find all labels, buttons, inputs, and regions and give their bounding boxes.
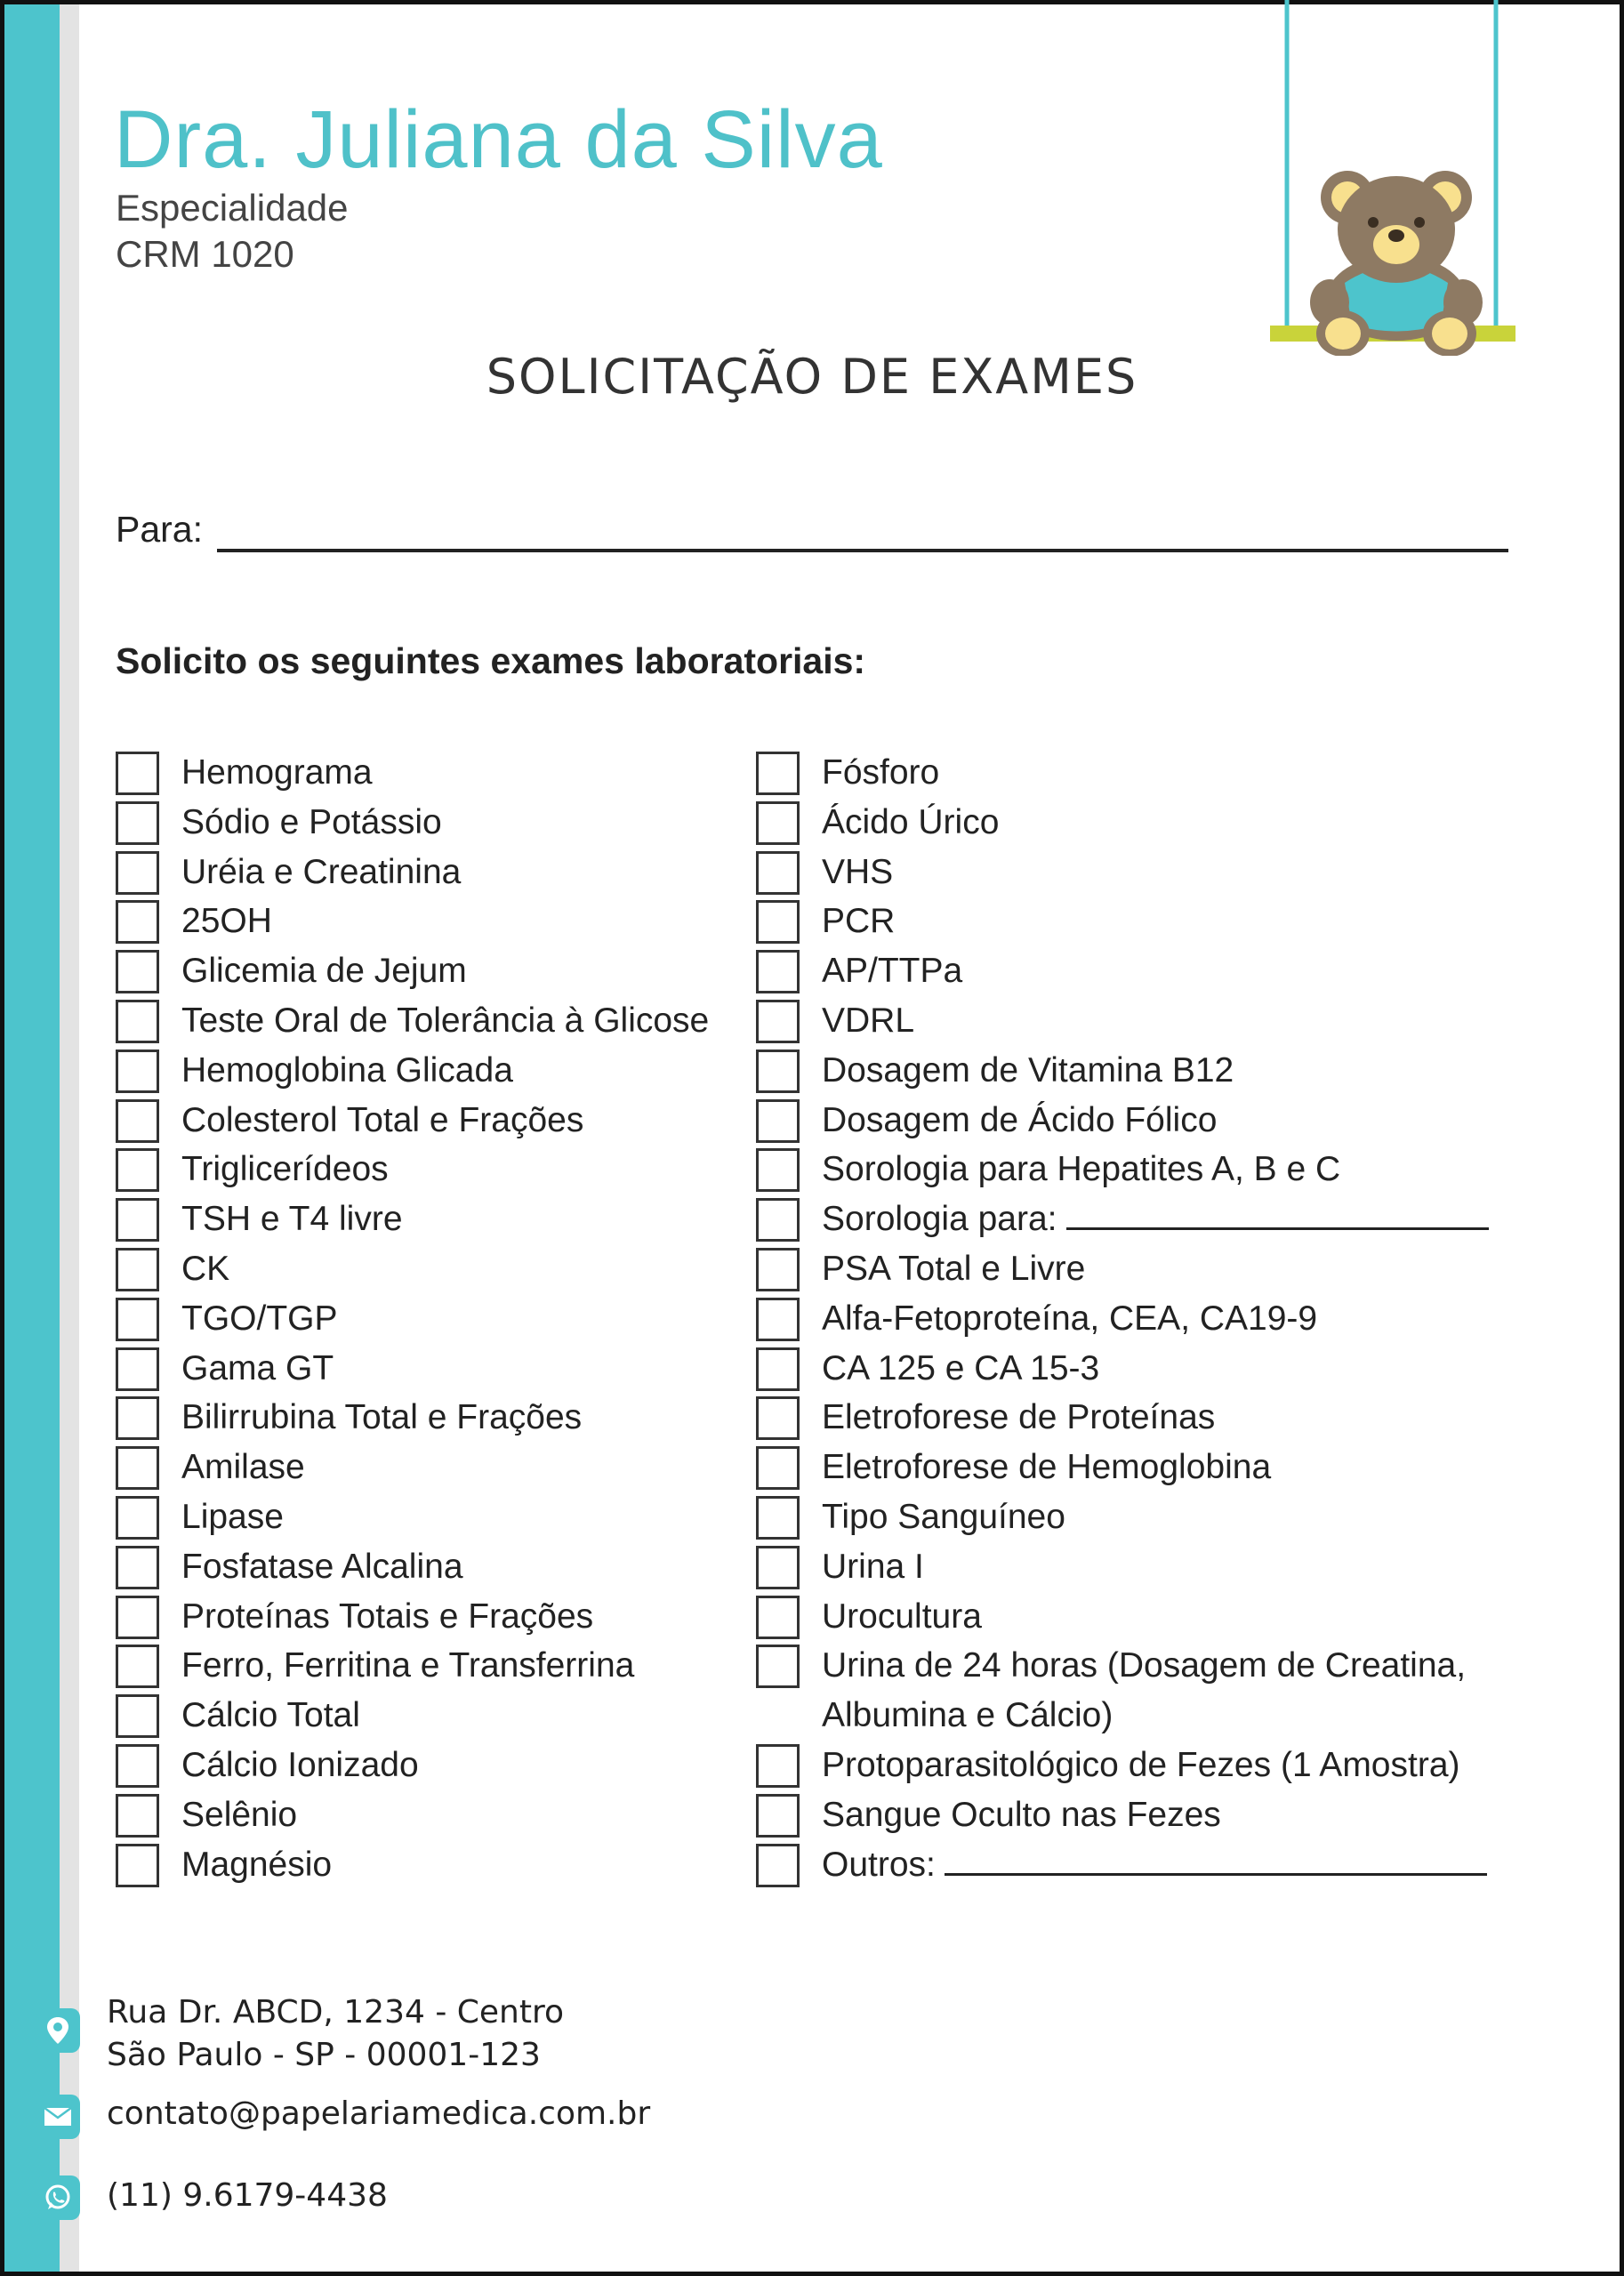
exam-checkbox[interactable]	[756, 851, 800, 895]
accent-side-bar	[4, 4, 60, 2272]
exam-label: Amilase	[181, 1448, 305, 1487]
exam-checkbox[interactable]	[116, 1000, 159, 1043]
exam-label: CK	[181, 1249, 230, 1288]
exam-label: Tipo Sanguíneo	[822, 1497, 1065, 1536]
exam-checkbox[interactable]	[756, 1347, 800, 1391]
exam-checkbox[interactable]	[116, 1099, 159, 1143]
exam-checkbox[interactable]	[756, 1050, 800, 1093]
exam-checkbox[interactable]	[756, 1844, 800, 1887]
exam-checkbox[interactable]	[116, 1694, 159, 1738]
whatsapp-icon	[36, 2175, 80, 2220]
form-title: SOLICITAÇÃO DE EXAMES	[486, 349, 1138, 405]
exam-label: Hemograma	[181, 753, 373, 792]
exam-checkbox[interactable]	[116, 1546, 159, 1589]
exam-label: Bilirrubina Total e Frações	[181, 1398, 583, 1437]
exam-label: Sorologia para Hepatites A, B e C	[822, 1150, 1341, 1189]
exam-checkbox[interactable]	[116, 851, 159, 895]
serology-label: Sorologia para:	[822, 1200, 1057, 1239]
exam-label: 25OH	[181, 902, 272, 941]
exam-label: Urocultura	[822, 1596, 982, 1636]
exam-label: Dosagem de Vitamina B12	[822, 1050, 1234, 1090]
exam-label: TSH e T4 livre	[181, 1200, 403, 1239]
exam-checkbox[interactable]	[116, 1744, 159, 1788]
exam-label: Lipase	[181, 1497, 284, 1536]
exam-label: Eletroforese de Hemoglobina	[822, 1448, 1272, 1487]
exam-label: Urina I	[822, 1547, 924, 1586]
exam-label: Magnésio	[181, 1845, 333, 1884]
exam-label: PCR	[822, 902, 896, 941]
exam-checkbox[interactable]	[116, 950, 159, 993]
exam-label: Fosfatase Alcalina	[181, 1547, 463, 1586]
exam-label: CA 125 e CA 15-3	[822, 1348, 1100, 1387]
exam-label: Protoparasitológico de Fezes (1 Amostra)	[822, 1745, 1460, 1784]
exam-checkbox[interactable]	[116, 1050, 159, 1093]
exam-checkbox[interactable]	[756, 1099, 800, 1143]
address-line-1: Rua Dr. ABCD, 1234 - Centro	[107, 1994, 565, 2031]
serology-input-line[interactable]	[1066, 1201, 1489, 1230]
exam-checkbox[interactable]	[756, 1596, 800, 1639]
exam-checkbox[interactable]	[756, 1496, 800, 1540]
exam-label: Cálcio Total	[181, 1696, 360, 1735]
exam-checkbox[interactable]	[116, 1446, 159, 1490]
exam-label: Triglicerídeos	[181, 1150, 389, 1189]
exam-checkbox[interactable]	[116, 1198, 159, 1242]
contact-email[interactable]: contato@papelariamedica.com.br	[107, 2095, 651, 2132]
exam-label: VHS	[822, 852, 894, 891]
exam-label: AP/TTPa	[822, 952, 963, 991]
exam-checkbox[interactable]	[116, 900, 159, 944]
exam-label: TGO/TGP	[181, 1299, 338, 1338]
exam-label: Ferro, Ferritina e Transferrina	[181, 1646, 635, 1685]
exam-checkbox[interactable]	[116, 1298, 159, 1341]
exam-label: Proteínas Totais e Frações	[181, 1596, 594, 1636]
exam-label: Cálcio Ionizado	[181, 1745, 419, 1784]
crm-number: CRM 1020	[116, 233, 294, 275]
exam-label: Dosagem de Ácido Fólico	[822, 1100, 1218, 1139]
address-line-2: São Paulo - SP - 00001-123	[107, 2037, 541, 2073]
location-pin-icon	[36, 2008, 80, 2053]
exams-heading: Solicito os seguintes exames laboratoriais:	[116, 640, 866, 681]
exam-checkbox[interactable]	[756, 1148, 800, 1192]
exam-checkbox[interactable]	[116, 801, 159, 845]
exam-checkbox[interactable]	[116, 1844, 159, 1887]
teddy-bear-on-swing-icon	[1263, 0, 1521, 356]
exam-checkbox[interactable]	[116, 1148, 159, 1192]
exam-label: Fósforo	[822, 753, 940, 792]
exam-label	[822, 1194, 1489, 1244]
exam-label: Ácido Úrico	[822, 802, 1000, 841]
exam-label: Selênio	[181, 1795, 298, 1834]
specialty: Especialidade	[116, 187, 349, 229]
exam-checkbox[interactable]	[756, 1744, 800, 1788]
exam-checkbox[interactable]	[756, 1248, 800, 1291]
para-label: Para:	[116, 509, 203, 550]
others-input-line[interactable]	[945, 1846, 1487, 1876]
contact-phone[interactable]: (11) 9.6179-4438	[107, 2177, 388, 2214]
exam-label	[822, 1840, 1487, 1890]
envelope-icon	[36, 2095, 80, 2139]
exam-checkbox[interactable]	[756, 1546, 800, 1589]
exam-checkbox[interactable]	[116, 1496, 159, 1540]
exam-label: Sódio e Potássio	[181, 802, 442, 841]
exam-checkbox[interactable]	[756, 1794, 800, 1838]
doctor-name: Dra. Juliana da Silva	[114, 94, 883, 185]
exam-checkbox[interactable]	[756, 752, 800, 795]
exam-checkbox[interactable]	[116, 1347, 159, 1391]
exam-checkbox[interactable]	[756, 950, 800, 993]
exam-label: Gama GT	[181, 1348, 334, 1387]
exam-label: Glicemia de Jejum	[181, 952, 467, 991]
exam-label: Urina de 24 horas (Dosagem de Creatina, Albumina e Cálcio)	[822, 1646, 1467, 1735]
exam-checkbox[interactable]	[756, 1000, 800, 1043]
exam-checkbox[interactable]	[116, 1396, 159, 1440]
exam-checkbox[interactable]	[116, 1596, 159, 1639]
grey-side-bar	[60, 4, 79, 2272]
exam-label: Uréia e Creatinina	[181, 852, 462, 891]
exam-label: Hemoglobina Glicada	[181, 1050, 513, 1090]
exam-label: VDRL	[822, 1001, 915, 1040]
others-label: Outros:	[822, 1845, 936, 1884]
exam-label: Sangue Oculto nas Fezes	[822, 1795, 1221, 1834]
exam-label: Colesterol Total e Frações	[181, 1100, 584, 1139]
exam-label: Alfa-Fetoproteína, CEA, CA19-9	[822, 1299, 1318, 1338]
para-input-line[interactable]	[217, 549, 1508, 552]
exam-checkbox[interactable]	[756, 1298, 800, 1341]
exam-checkbox[interactable]	[756, 1446, 800, 1490]
exam-checkbox[interactable]	[116, 1794, 159, 1838]
exam-checkbox[interactable]	[756, 1198, 800, 1242]
exam-label: Eletroforese de Proteínas	[822, 1398, 1216, 1437]
exam-label: Teste Oral de Tolerância à Glicose	[181, 1001, 710, 1040]
exam-checkbox[interactable]	[756, 801, 800, 845]
exam-checkbox[interactable]	[116, 1645, 159, 1688]
exam-checkbox[interactable]	[756, 1396, 800, 1440]
exam-label: PSA Total e Livre	[822, 1249, 1086, 1288]
exam-checkbox[interactable]	[116, 752, 159, 795]
exam-checkbox[interactable]	[116, 1248, 159, 1291]
exam-checkbox[interactable]	[756, 900, 800, 944]
exam-checkbox[interactable]	[756, 1645, 800, 1688]
